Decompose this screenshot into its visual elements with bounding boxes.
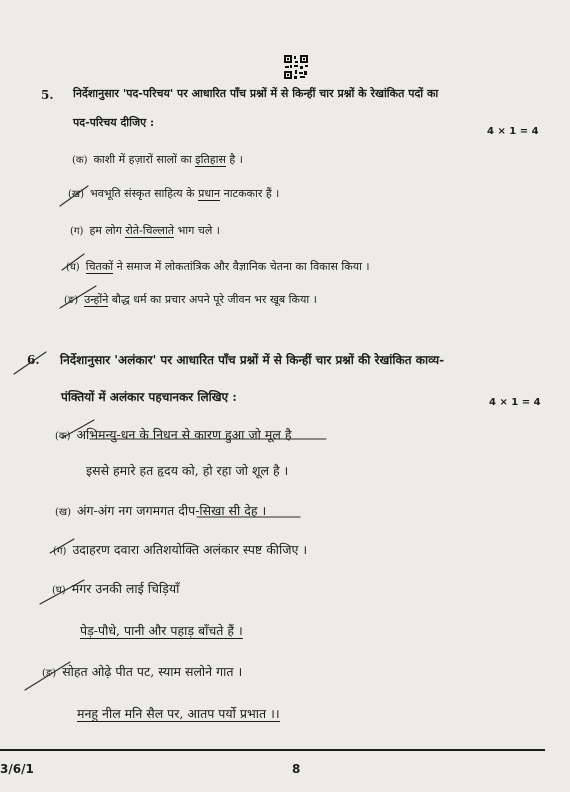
underlined-word: चितकों — [85, 260, 114, 273]
item-label: (घ) — [52, 585, 66, 596]
verse-line: मनहु नील मनि सैल पर, आतप पर्यो प्रभात ।। — [77, 706, 280, 721]
question-5-marks: 4 × 1 = 4 — [487, 126, 539, 137]
item-text: है । — [225, 153, 243, 166]
item-label: (क) — [72, 155, 88, 166]
underlined-word: रोते-चिल्लाते — [125, 224, 175, 237]
question-6-instruction-line2: पंक्तियों में अलंकार पहचानकर लिखिए : — [61, 390, 237, 404]
item-label: (ग) — [53, 546, 67, 557]
item-label: (ङ) — [42, 668, 57, 679]
verse-line: अभिमन्यु-धन के निधन से कारण हुआ जो मूल है — [76, 427, 292, 442]
verse-line: सोहत ओढ़े पीत पट, स्याम सलोने गात । — [62, 664, 243, 679]
item-label: (क) — [55, 431, 71, 442]
item-text: हम लोग — [89, 224, 126, 237]
item-label: (ग) — [70, 226, 84, 237]
question-5-instruction-line2: पद-परिचय दीजिए : — [73, 116, 155, 129]
question-6-instruction: निर्देशानुसार 'अलंकार' पर आधारित पाँच प्रश्नों में से किन्हीं चार प्रश्नों की रेखांकित काव्य- — [60, 353, 445, 367]
question-6-marks: 4 × 1 = 4 — [489, 397, 541, 408]
verse-line: इससे हमारे हत हृदय को, हो रहा जो शूल है । — [86, 463, 289, 478]
question-5-instruction: निर्देशानुसार 'पद-परिचय' पर आधारित पाँच प्रश्नों में से किन्हीं चार प्रश्नों के रेखांकित पदों का — [73, 87, 439, 100]
item-text: बौद्ध धर्म का प्रचार अपने पूरे जीवन भर खूब किया । — [108, 293, 317, 306]
verse-line: पेड़-पौधे, पानी और पहाड़ बाँचते हैं । — [80, 623, 243, 638]
underlined-word: उन्होंने — [84, 293, 109, 306]
footer-rule — [0, 749, 545, 751]
item-text: ने समाज में लोकतांत्रिक और वैज्ञानिक चेतना का विकास किया । — [113, 260, 370, 273]
item-text: काशी में हज़ारों सालों का — [93, 153, 196, 166]
paper-code: 3/6/1 — [0, 762, 34, 776]
question-6-number: 6. — [27, 353, 40, 367]
item-label: (ख) — [55, 507, 71, 518]
item-text: नाटककार हैं । — [220, 187, 280, 200]
question-5-number: 5. — [41, 88, 54, 102]
underlined-word: इतिहास — [195, 153, 226, 166]
item-label: (ख) — [68, 189, 84, 200]
verse-line: अंग-अंग नग जगमगत दीप-सिखा सी देह । — [76, 503, 267, 518]
underlined-word: प्रधान — [198, 187, 221, 200]
item-text: उदाहरण दवारा अतिशयोक्ति अलंकार स्पष्ट कीजिए । — [72, 542, 308, 557]
page-number: 8 — [292, 762, 301, 776]
item-label: (ङ) — [64, 295, 79, 306]
verse-line: मगर उनकी लाई चिड़ियाँ — [71, 581, 180, 596]
item-text: भवभूति संस्कृत साहित्य के — [89, 187, 199, 200]
item-label: (घ) — [66, 262, 80, 273]
item-text: भाग चले । — [174, 224, 220, 237]
